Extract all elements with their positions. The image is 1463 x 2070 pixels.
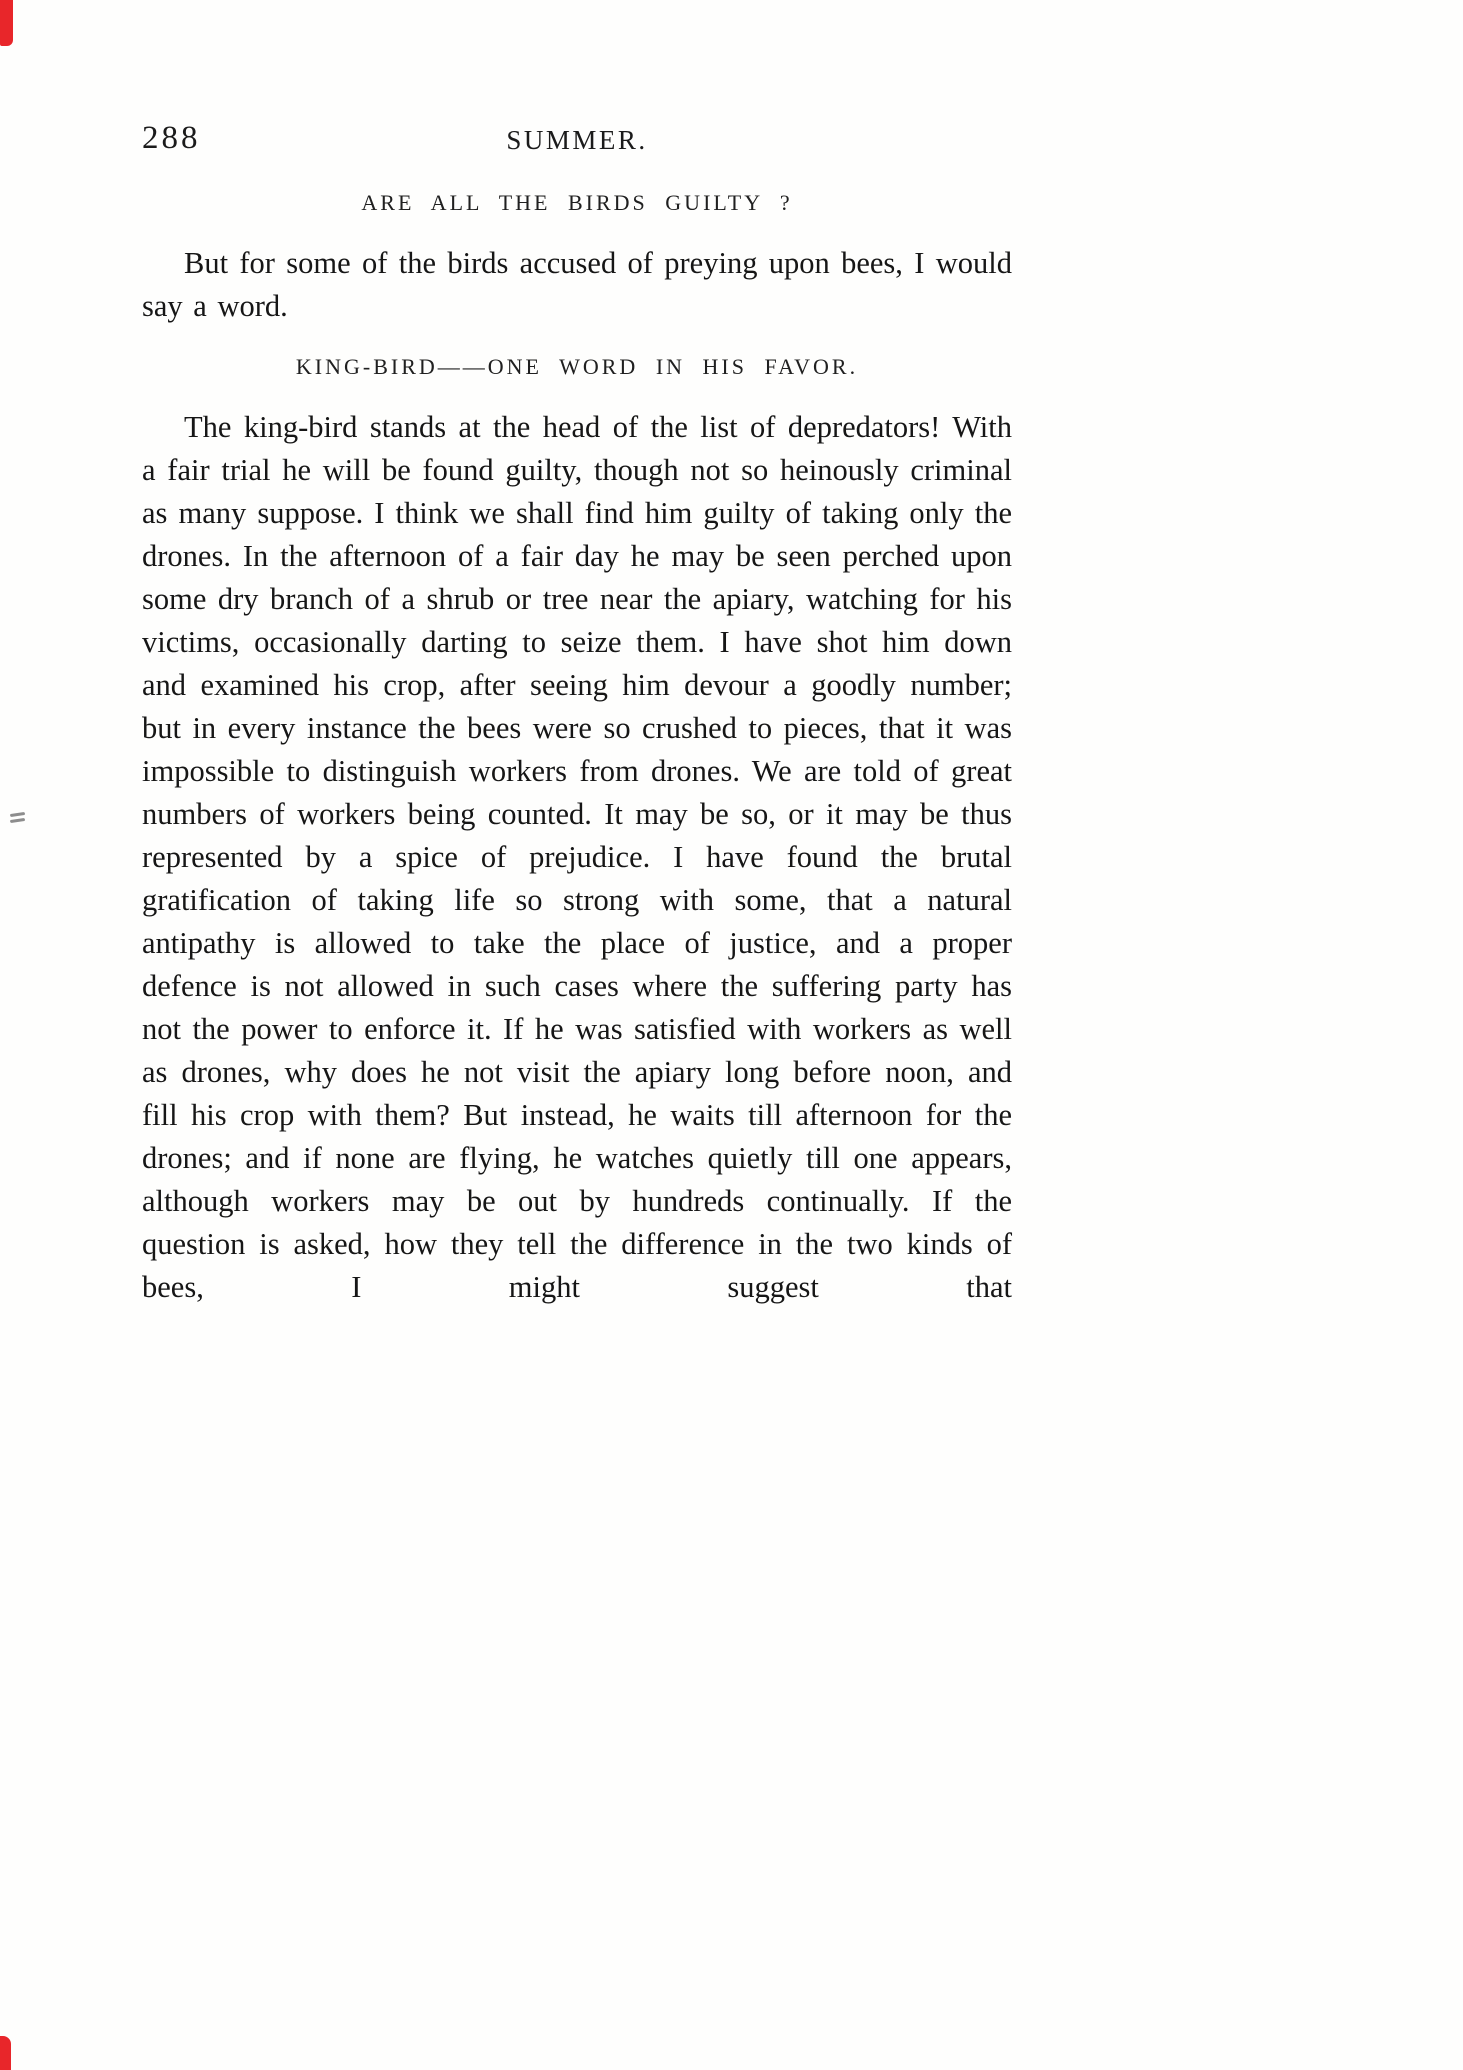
scan-artifact-bottom-left (0, 2036, 11, 2070)
paragraph-intro: But for some of the birds accused of preying upon bees, I would say a word. (142, 246, 1012, 323)
section-heading-king-bird-one-word-in-his-favor: KING-BIRD——ONE WORD IN HIS FAVOR. (295, 354, 859, 379)
margin-smudge-mark (10, 812, 28, 824)
page-number: 288 (142, 120, 201, 156)
paragraph-king-bird: The king-bird stands at the head of the list of depredators! With a fair trial he will be found guilty, though not so heinously criminal as many suppose. I think we shall find him guilty of taking only the drones. In the afternoon of a fair day he may be seen perched upon some dry branch of a shrub or tree near the apiary, watching for his victims, occasionally darting to seize them. I have shot him down and examined his crop, after seeing him devour a goodly number; but in every instance the bees were so crushed to pieces, that it was impossible to distinguish workers from drones. We are told of great numbers of workers being counted. It may be so, or it may be thus represented by a spice of prejudice. I have found the brutal gratification of taking life so strong with some, that a natural antipathy is allowed to take the place of justice, and a proper defence is not allowed in such cases where the suffering party has not the power to enforce it. If he was satisfied with workers as well as drones, why does he not visit the apiary long before noon, and fill his crop with them? But instead, he waits till afternoon for the drones; and if none are flying, he watches quietly till one appears, although workers may be out by hundreds continually. If the question is asked, how they tell the difference in the two kinds of bees, I might suggest that (142, 410, 1012, 1304)
scan-artifact-top-left (0, 0, 13, 46)
running-header: SUMMER. (506, 125, 648, 155)
page-header (142, 120, 1012, 162)
section-heading-are-all-the-birds-guilty: ARE ALL THE BIRDS GUILTY ? (361, 190, 793, 215)
text-block (142, 120, 1012, 1309)
